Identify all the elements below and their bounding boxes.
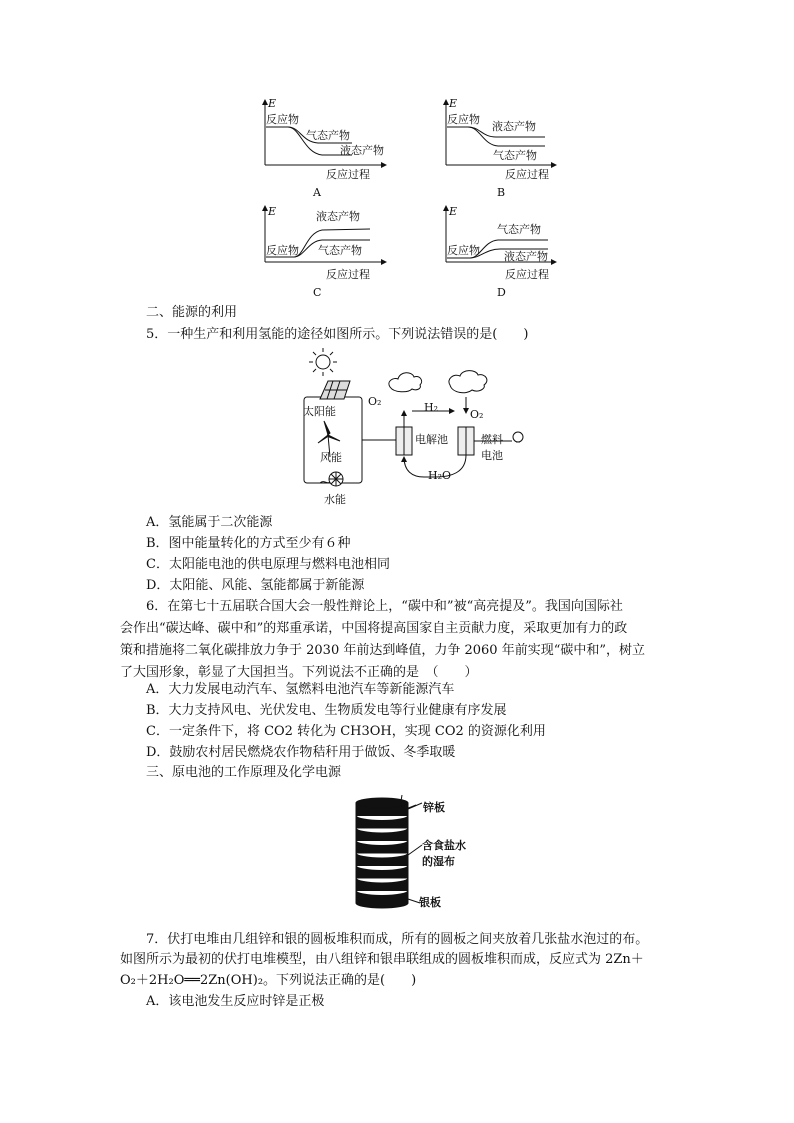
label-fuel-cell-1: 燃料	[481, 433, 503, 446]
q6-line-1: 6．在第七十五届联合国大会一般性辩论上，“碳中和”被“高亮提及”。我国向国际社	[146, 599, 623, 614]
graph-d-axis-x: 反应过程	[505, 268, 549, 281]
graph-a-axis-e: E	[268, 97, 277, 110]
graph-c-letter: C	[313, 286, 322, 299]
q7-line-2: 如图所示为最初的伏打电堆模型，由八组锌和银串联组成的圆板堆积而成，反应式为 2Zn＋	[120, 952, 644, 967]
q7-line-1: 7．伏打电堆由几组锌和银的圆板堆积而成，所有的圆板之间夹放着几张盐水泡过的布。	[146, 932, 649, 947]
sun-icon	[309, 348, 337, 376]
section-heading-2: 二、能源的利用	[146, 305, 238, 320]
q6-option-d: D．鼓励农村居民燃烧农作物秸秆用于做饭、冬季取暖	[146, 745, 456, 760]
q6-line-4: 了大国形象，彰显了大国担当。下列说法不正确的是 （ ）	[120, 665, 478, 680]
graph-b-reactant: 反应物	[447, 113, 480, 126]
graph-a-letter: A	[313, 186, 321, 199]
q6-option-a: A．大力发展电动汽车、氢燃料电池汽车等新能源汽车	[146, 682, 455, 697]
graph-b-liquid: 液态产物	[492, 120, 536, 133]
pile-stack	[356, 798, 422, 908]
graph-a-liquid: 液态产物	[340, 144, 384, 157]
pile-leader-line	[408, 845, 422, 855]
graph-a-axis-x: 反应过程	[326, 168, 370, 181]
graph-b-axis-x: 反应过程	[505, 168, 549, 181]
q6-option-c: C．一定条件下，将 CO2 转化为 CH3OH，实现 CO2 的资源化利用	[146, 724, 546, 739]
q7-line-3: O₂＋2H₂O══2Zn(OH)₂。下列说法正确的是( )	[120, 973, 417, 988]
graph-c-liquid: 液态产物	[316, 210, 360, 223]
graph-c-axis-e: E	[268, 205, 277, 218]
q6-line-2: 会作出“碳达峰、碳中和”的郑重承诺，中国将提高国家自主贡献力度，采取更加有力的政	[120, 621, 628, 636]
graph-b-letter: B	[497, 186, 506, 199]
graph-c-gas: 气态产物	[318, 244, 362, 257]
q5-option-d: D．太阳能、风能、氢能都属于新能源	[146, 578, 365, 593]
graph-d-axis-e: E	[449, 205, 458, 218]
solar-panel-icon	[320, 381, 350, 399]
label-fuel-cell-2: 电池	[481, 449, 503, 462]
q5-option-c: C．太阳能电池的供电原理与燃料电池相同	[146, 557, 390, 572]
graph-d-liquid: 液态产物	[504, 250, 548, 263]
label-cloth-2: 的湿布	[422, 855, 455, 868]
graph-b-gas: 气态产物	[493, 149, 537, 162]
q7-option-a: A．该电池发生反应时锌是正极	[146, 994, 325, 1009]
graph-d-reactant: 反应物	[447, 244, 480, 257]
energy-graphs	[0, 0, 794, 305]
q6-option-b: B．大力支持风电、光伏发电、生物质发电等行业健康有序发展	[146, 703, 507, 718]
q5-option-b: B．图中能量转化的方式至少有６种	[146, 536, 351, 551]
graph-c-axis-x: 反应过程	[326, 268, 370, 281]
graph-c-reactant: 反应物	[266, 244, 299, 257]
cloud-icon	[449, 371, 487, 393]
label-cloth-1: 含食盐水	[422, 839, 466, 852]
water-wheel-icon	[320, 472, 343, 486]
q5-option-a: A．氢能属于二次能源	[146, 515, 273, 530]
question-5-stem: 5．一种生产和利用氢能的途径如图所示。下列说法错误的是( )	[146, 327, 529, 342]
section-heading-3: 三、原电池的工作原理及化学电源	[146, 765, 342, 780]
cloud-icon	[389, 373, 422, 392]
label-wind: 风能	[320, 451, 342, 464]
graph-a-gas: 气态产物	[306, 129, 350, 142]
graph-d-gas: 气态产物	[497, 223, 541, 236]
pile-disc-bottom	[356, 898, 408, 908]
label-water: 水能	[324, 493, 346, 506]
graph-b-axis-e: E	[449, 97, 458, 110]
label-o2-left: O₂	[368, 395, 382, 408]
label-zinc: 锌板	[423, 801, 445, 814]
label-silver: 银板	[419, 896, 441, 909]
label-electrolysis: 电解池	[415, 433, 448, 446]
label-h2: H₂	[424, 401, 439, 414]
label-o2-right: O₂	[470, 408, 484, 421]
pile-leader-line	[408, 803, 422, 809]
label-h2o: H₂O	[428, 469, 452, 482]
q6-line-3: 策和措施将二氧化碳排放力争于 2030 年前达到峰值，力争 2060 年前实现“碳中和”，树立	[120, 643, 645, 658]
graph-d-letter: D	[497, 286, 506, 299]
label-solar: 太阳能	[303, 405, 336, 418]
graph-a-reactant: 反应物	[266, 113, 299, 126]
